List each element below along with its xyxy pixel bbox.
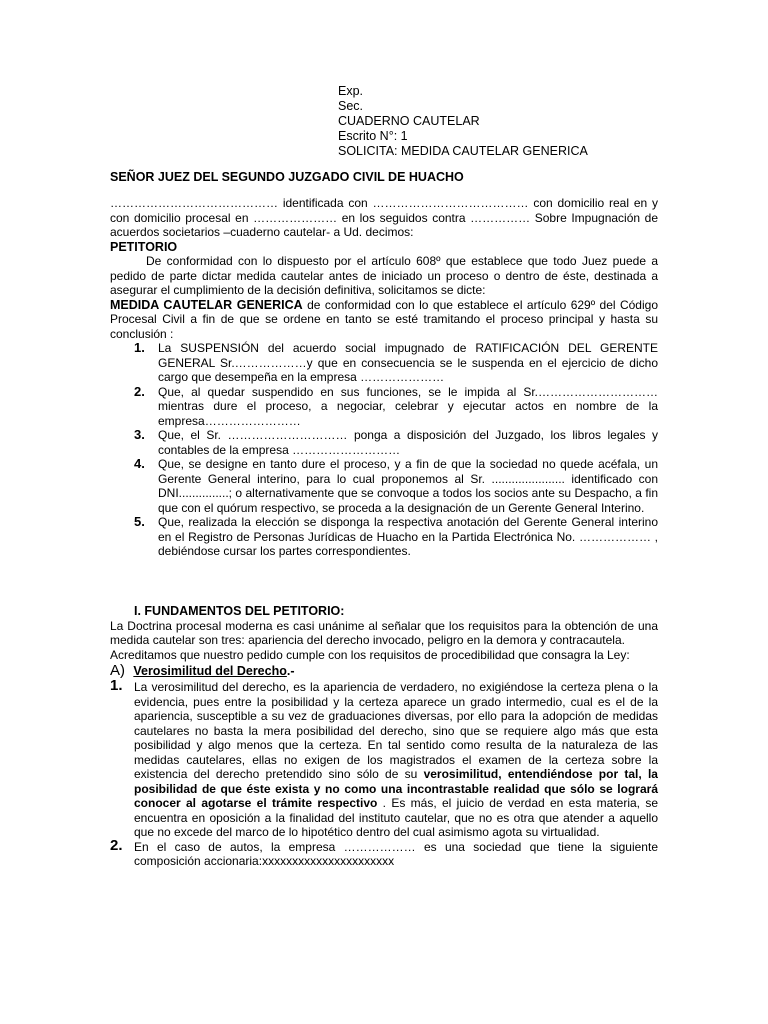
- list-item-number: 1.: [134, 340, 145, 355]
- list-item-text: Que, se designe en tanto dure el proceso, y a fin de que la sociedad no quede acéfala, un Gerente General interino, para lo cual proponemos al Sr. ...................... identificado con DNI...............; o alternativamente que se convoque a todos los socios ante su Despacho, a fin que con el quórum respectivo, se proceda a la designación de un Gerente General Interino.: [158, 457, 658, 515]
- list-item-number: 3.: [134, 427, 145, 442]
- paragraph-bold-text: verosimilitud, entendiéndose por tal, la posibilidad de que éste exista y no como una incontrastable realidad que sólo se logrará conocer al agotarse el trámite respectivo: [134, 767, 658, 810]
- document-title: SEÑOR JUEZ DEL SEGUNDO JUZGADO CIVIL DE HUACHO: [110, 170, 464, 184]
- paragraph-number: 2.: [110, 836, 123, 854]
- fundamentos-paragraph-2: Acreditamos que nuestro pedido cumple con los requisitos de procedibilidad que consagra la Ley:: [110, 647, 630, 662]
- section-a-heading: [110, 662, 658, 680]
- header-line-escrito: Escrito N°: 1: [338, 129, 408, 143]
- list-item-text: Que, al quedar suspendido en sus funciones, se le impida al Sr.………………………… mientras dure el proceso, a negociar, celebrar y ejecutar actos en nombre de la empresa……………………: [158, 384, 658, 428]
- list-item-number: 4.: [134, 456, 145, 471]
- list-item: [134, 341, 658, 385]
- paragraph-tail-text: . Es más, el juicio de verdad en esta materia, se encuentra en oposición a la finalidad del instituto cautelar, que no es otra que atender a aquello que no excede del marco de lo hipotético dentro del cual asimismo agota su virtualidad.: [134, 796, 658, 839]
- header-line-exp: Exp.: [338, 84, 364, 98]
- fundamentos-section: [110, 604, 658, 869]
- list-item-text: Que, realizada la elección se disponga la respectiva anotación del Gerente General interino en el Registro de Personas Jurídicas de Huacho en la Partida Electrónica No. ……………… , debiéndose cursar los partes correspondientes.: [158, 515, 658, 558]
- section-a-label: A): [110, 662, 125, 679]
- numbered-paragraph: [110, 677, 658, 840]
- list-item-number: 5.: [134, 514, 145, 529]
- paragraph-number: 1.: [110, 677, 123, 694]
- document-body: [110, 196, 658, 559]
- fundamentos-heading: I. FUNDAMENTOS DEL PETITORIO:: [134, 604, 345, 618]
- list-item-text: Que, el Sr. ………………………… ponga a disposición del Juzgado, los libros legales y contables de la empresa ………………………: [158, 428, 658, 457]
- list-item: [134, 385, 658, 429]
- paragraph-text: La verosimilitud del derecho, es la apariencia de verdadero, no exigiéndose la certeza plena o la evidencia, pues entre la posibilidad y la certeza aparece un grado intermedio, cual es el de la apariencia, susceptible a su vez de graduaciones diversas, por ello para la adopción de medidas cautelares no basta la mera posibilidad del derecho, sino que se requiere algo más que esta posibilidad y algo menos que la certeza. En tal sentido como resulta de la naturaleza de las medidas cautelares, ellas no exigen de los magistrados el examen de la certeza sobre la existencia del derecho pretendido sino sólo de su: [134, 680, 658, 781]
- medida-text: de conformidad con lo que establece el artículo 629º del Código Procesal Civil a fin de que se ordene en tanto se esté tramitando el proceso principal y hasta su conclusión :: [110, 297, 658, 341]
- paragraph-text: En el caso de autos, la empresa ……………… es una sociedad que tiene la siguiente composición accionaria:xxxxxxxxxxxxxxxxxxxxxx: [134, 839, 658, 868]
- intro-paragraph: …………………………………… identificada con ………………………………… con domicilio real en y con domicilio procesal en ………………… en los seguidos contra …………… Sobre Impugnación de acuerdos societarios –cuaderno cautelar- a Ud. decimos:: [110, 196, 658, 239]
- petitorio-list: [110, 341, 658, 559]
- list-item: [134, 428, 658, 457]
- fundamentos-paragraph-1: La Doctrina procesal moderna es casi unánime al señalar que los requisitos para la obtención de una medida cautelar son tres: apariencia del derecho invocado, peligro en la demora y contracautela.: [110, 618, 658, 647]
- list-item: [134, 457, 658, 515]
- petitorio-heading: PETITORIO: [110, 239, 178, 254]
- list-item-text: La SUSPENSIÓN del acuerdo social impugnado de RATIFICACIÓN DEL GERENTE GENERAL Sr.………………y que en consecuencia se le suspenda en el ejercicio de dicho cargo que desempeña en la empresa …………………: [158, 341, 658, 384]
- header-line-sec: Sec.: [338, 99, 364, 113]
- case-header: [338, 84, 588, 159]
- list-item-number: 2.: [134, 383, 145, 399]
- header-line-cuaderno: CUADERNO CAUTELAR: [338, 114, 480, 128]
- medida-paragraph: [110, 298, 658, 342]
- numbered-paragraph: [110, 836, 658, 869]
- petitorio-paragraph: De conformidad con lo dispuesto por el artículo 608º que establece que todo Juez puede a pedido de parte dictar medida cautelar antes de iniciado un proceso o dentro de éste, destinada a asegurar el cumplimiento de la decisión definitiva, solicitamos se dicte:: [110, 254, 658, 297]
- medida-label: MEDIDA CAUTELAR GENERICA: [110, 297, 303, 312]
- section-a-title: Verosimilitud del Derecho: [133, 664, 287, 678]
- list-item: [134, 515, 658, 559]
- section-a-suffix: .-: [286, 664, 295, 678]
- header-line-solicita: SOLICITA: MEDIDA CAUTELAR GENERICA: [338, 144, 588, 158]
